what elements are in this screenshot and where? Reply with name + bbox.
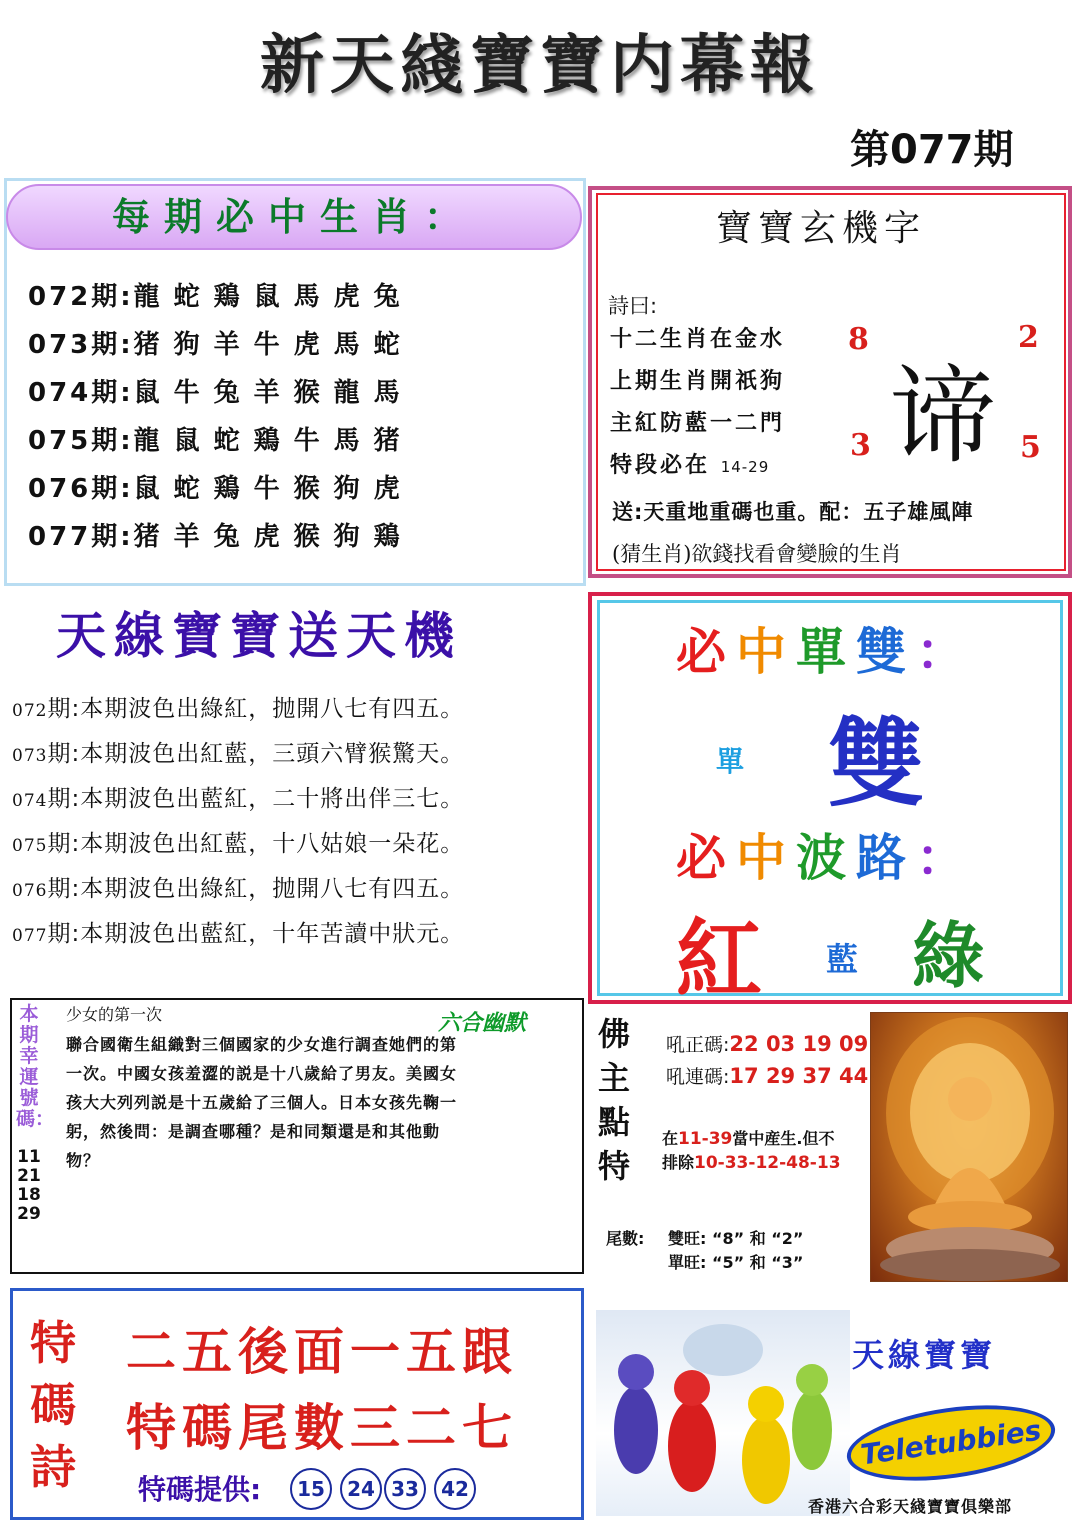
secret-number: 8 — [848, 322, 869, 357]
wave-blue: 藍 — [826, 940, 859, 978]
wave-heading: 必中波路： — [676, 829, 976, 887]
code-ball: 42 — [434, 1468, 476, 1510]
buddha-figure-icon — [871, 1013, 1068, 1282]
teletubbies-image — [596, 1310, 850, 1516]
tianji-row: 072期:本期波色出綠紅，抛開八七有四五。 — [12, 696, 465, 722]
code-ball: 24 — [340, 1468, 382, 1510]
code-poem-line: 二五後面一五跟 — [126, 1323, 518, 1381]
club-name: 香港六合彩天綫寶寶俱樂部 — [808, 1497, 1013, 1516]
lian-line: 吼連碼:17 29 37 44 — [666, 1064, 869, 1088]
range-line: 在11-39當中産生.但不 — [662, 1129, 835, 1149]
zodiac-heading-banner — [6, 184, 582, 250]
tianji-row: 074期:本期波色出藍紅，二十將出伴三七。 — [12, 786, 465, 812]
teletubbies-figures-icon — [596, 1310, 850, 1516]
poem-line: 特段必在 14-29 — [610, 453, 770, 478]
tianji-row: 073期:本期波色出紅藍，三頭六臂猴驚天。 — [12, 741, 465, 767]
lucky-numbers: 11 21 18 29 — [17, 1147, 41, 1224]
code-ball: 15 — [290, 1468, 332, 1510]
provide-label: 特碼提供: — [138, 1473, 262, 1506]
lucky-label: 本期幸運號碼： — [16, 1003, 55, 1130]
tianji-row: 076期:本期波色出綠紅，抛開八七有四五。 — [12, 876, 465, 902]
secret-riddle: (猜生肖)欲錢找看會變臉的生肖 — [612, 542, 902, 566]
secret-number: 2 — [1018, 320, 1039, 355]
teletubbies-cn: 天線寶寶 — [852, 1336, 997, 1374]
buddha-image — [870, 1012, 1068, 1282]
odd-label: 單 — [716, 745, 745, 778]
tianji-row: 077期:本期波色出藍紅，十年苦讀中狀元。 — [12, 921, 465, 947]
zodiac-heading: 每期必中生肖： — [111, 195, 476, 239]
issue-number: 第077期 — [850, 127, 1014, 173]
tail-single: 單旺: “5” 和 “3” — [668, 1253, 804, 1272]
poem-heading: 詩曰: — [608, 294, 658, 318]
zodiac-row: 075期:龍鼠蛇鶏牛馬猪 — [28, 426, 414, 456]
secret-big-char: 谛 — [890, 355, 996, 478]
tail-double: 雙旺: “8” 和 “2” — [668, 1229, 804, 1248]
zodiac-row: 072期:龍蛇鶏鼠馬虎兔 — [28, 282, 414, 312]
story-tag: 六合幽默 — [438, 1011, 527, 1036]
oddeven-heading: 必中單雙： — [676, 623, 976, 681]
poem-line: 十二生肖在金水 — [610, 327, 786, 352]
zodiac-row: 077期:猪羊兔虎猴狗鶏 — [28, 522, 414, 552]
exclude-line: 排除10-33-12-48-13 — [662, 1153, 841, 1173]
zodiac-row: 074期:鼠牛兔羊猴龍馬 — [28, 378, 414, 408]
poem-line: 主紅防藍一二門 — [610, 411, 786, 436]
buddha-label: 佛主點特 — [597, 1015, 630, 1185]
code-poem-label: 特碼詩 — [30, 1316, 76, 1494]
tail-label: 尾數: — [606, 1229, 645, 1248]
wave-green: 綠 — [912, 914, 985, 998]
code-poem-line: 特碼尾數三二七 — [126, 1399, 518, 1457]
teletubbies-logo: Teletubbies — [842, 1394, 1060, 1493]
code-ball: 33 — [384, 1468, 426, 1510]
secret-number: 3 — [850, 428, 871, 463]
secret-number: 5 — [1020, 430, 1041, 465]
page-title: 新天綫寶寶内幕報 — [260, 29, 820, 103]
zodiac-row: 076期:鼠蛇鶏牛猴狗虎 — [28, 474, 414, 504]
poem-line: 上期生肖開祇狗 — [610, 369, 786, 394]
secret-send: 送:天重地重碼也重。配：五子雄風陣 — [612, 500, 974, 524]
story-body: 聯合國衛生組織對三個國家的少女進行調查她們的第一次。中國女孩羞澀的説是十八歲給了男友。美國女孩大大列列説是十五歲給了三個人。日本女孩先鞠一躬，然後問：是調查哪種？是和同類還是和其他動物？ — [66, 1035, 458, 1170]
zodiac-row: 073期:猪狗羊牛虎馬蛇 — [28, 330, 414, 360]
zheng-line: 吼正碼:22 03 19 09 — [666, 1032, 869, 1056]
tianji-title: 天線寶寶送天機 — [56, 607, 462, 665]
secret-title: 寶寶玄機字 — [716, 208, 927, 249]
tianji-row: 075期:本期波色出紅藍，十八姑娘一朵花。 — [12, 831, 465, 857]
even-label: 雙 — [828, 708, 924, 820]
story-title: 少女的第一次 — [66, 1005, 163, 1024]
wave-red: 紅 — [676, 910, 762, 1010]
